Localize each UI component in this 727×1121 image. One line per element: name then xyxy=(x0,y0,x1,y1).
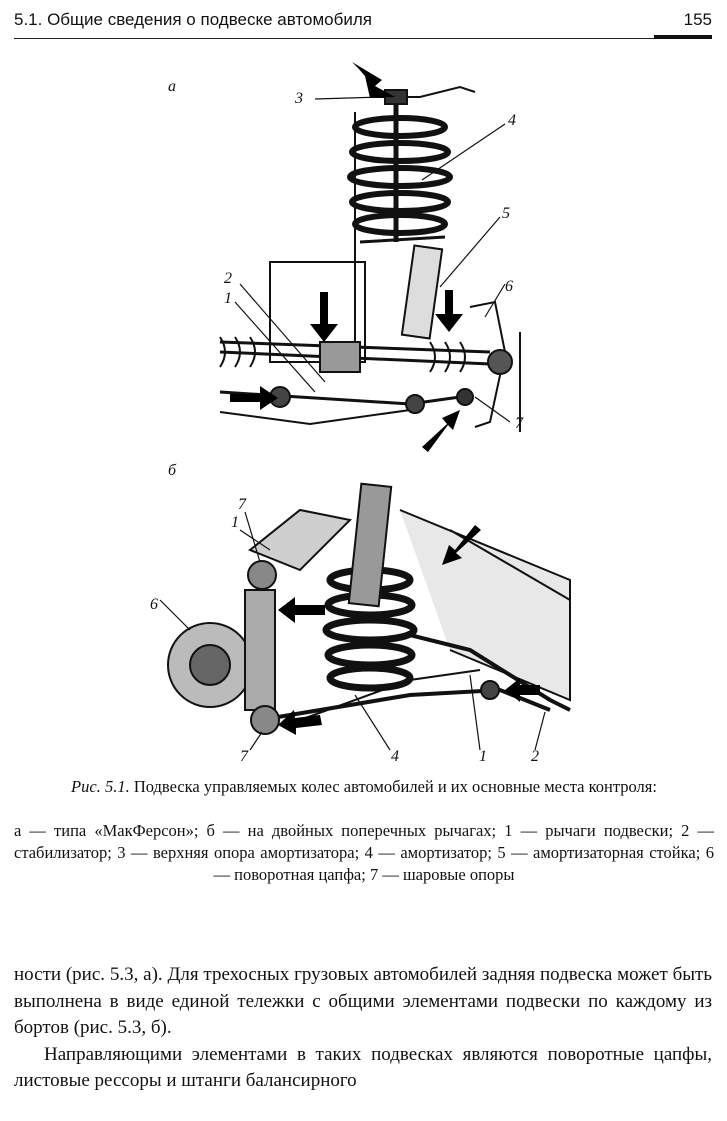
callout-a-5: 5 xyxy=(502,205,510,222)
body-text xyxy=(14,962,712,1095)
figure-b-label: б xyxy=(168,462,177,479)
section-title: 5.1. Общие сведения о подвеске автомобиля xyxy=(14,10,372,29)
header-rule xyxy=(14,38,654,39)
callout-a-2: 2 xyxy=(224,270,232,287)
caption-label: Рис. 5.1. xyxy=(71,777,130,796)
callout-b-1-top: 1 xyxy=(231,514,239,531)
paragraph-next: Направляющими элементами в таких подвесках являются поворотные цапфы, листовые рессоры и штанги балансирного xyxy=(14,1043,712,1091)
figure-caption xyxy=(14,776,714,798)
callout-b-1-bottom: 1 xyxy=(479,748,487,765)
figure-a-drawing xyxy=(160,52,560,462)
callout-b-7-bottom: 7 xyxy=(240,748,248,765)
callout-b-7-top: 7 xyxy=(238,496,246,513)
callout-a-4: 4 xyxy=(508,112,516,129)
callout-a-7: 7 xyxy=(515,415,523,432)
paragraph-continued: ности (рис. 5.3, а). Для трехосных грузовых автомобилей задняя подвеска может быть выполнена в виде единой тележки с общими элементами подвески по каждому из бортов (рис. 5.3, б). xyxy=(14,964,712,1038)
running-head xyxy=(14,8,712,40)
callout-a-1: 1 xyxy=(224,290,232,307)
caption-title: Подвеска управляемых колес автомобилей и их основные места контроля: xyxy=(133,777,657,796)
figure-legend: а — типа «МакФерсон»; б — на двойных поперечных рычагах; 1 — рычаги подвески; 2 — стабилизатор; 3 — верхняя опора амортизатора; 4 — амортизатор; 5 — амортизаторная стойка; 6 — поворотная цапфа; 7 — шаровые опоры xyxy=(14,821,714,884)
callout-b-6: 6 xyxy=(150,596,158,613)
callout-b-4: 4 xyxy=(391,748,399,765)
callout-b-2: 2 xyxy=(531,748,539,765)
figure-a-label: а xyxy=(168,78,176,95)
header-rule-accent xyxy=(654,35,712,39)
callout-a-6: 6 xyxy=(505,278,513,295)
callout-a-3: 3 xyxy=(295,90,303,107)
page-number: 155 xyxy=(683,10,712,29)
figure-b-drawing xyxy=(150,450,580,775)
